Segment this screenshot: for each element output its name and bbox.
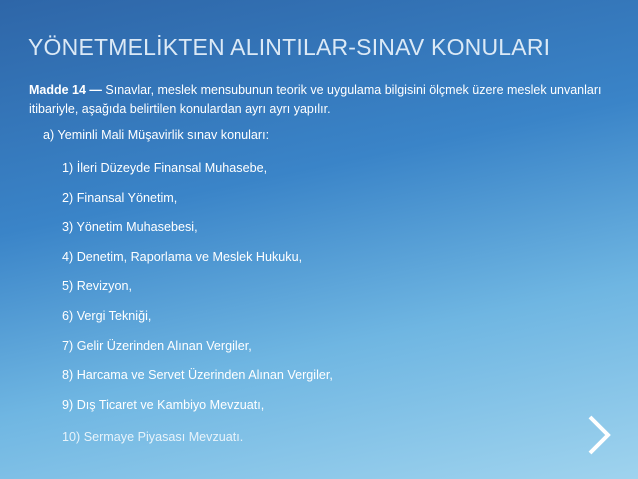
list-item: 7) Gelir Üzerinden Alınan Vergiler, [62, 338, 252, 353]
subheading: a) Yeminli Mali Müşavirlik sınav konuları: [43, 128, 270, 142]
exam-topics-list [62, 159, 333, 458]
list-item: 5) Revizyon, [62, 279, 132, 294]
list-item: 10) Sermaye Piyasası Mevzuatı. [62, 430, 244, 445]
list-item: 4) Denetim, Raporlama ve Meslek Hukuku, [62, 249, 303, 264]
list-item: 2) Finansal Yönetim, [62, 190, 178, 205]
slide-title: YÖNETMELİKTEN ALINTILAR-SINAV KONULARI [28, 34, 551, 60]
list-item: 1) İleri Düzeyde Finansal Muhasebe, [62, 161, 268, 175]
chevron-right-icon[interactable] [578, 413, 622, 457]
list-item: 3) Yönetim Muhasebesi, [62, 220, 198, 235]
article-label: Madde 14 — [29, 83, 102, 97]
article-text: Sınavlar, meslek mensubunun teorik ve uygulama bilgisini ölçmek üzere meslek unvanları itibariyle, aşağıda belirtilen konulardan ayrı ayrı yapılır. [29, 83, 602, 116]
list-item: 6) Vergi Tekniği, [62, 308, 152, 323]
list-item: 8) Harcama ve Servet Üzerinden Alınan Vergiler, [62, 368, 333, 383]
list-item: 9) Dış Ticaret ve Kambiyo Mevzuatı, [62, 397, 265, 412]
article-paragraph [29, 81, 614, 119]
